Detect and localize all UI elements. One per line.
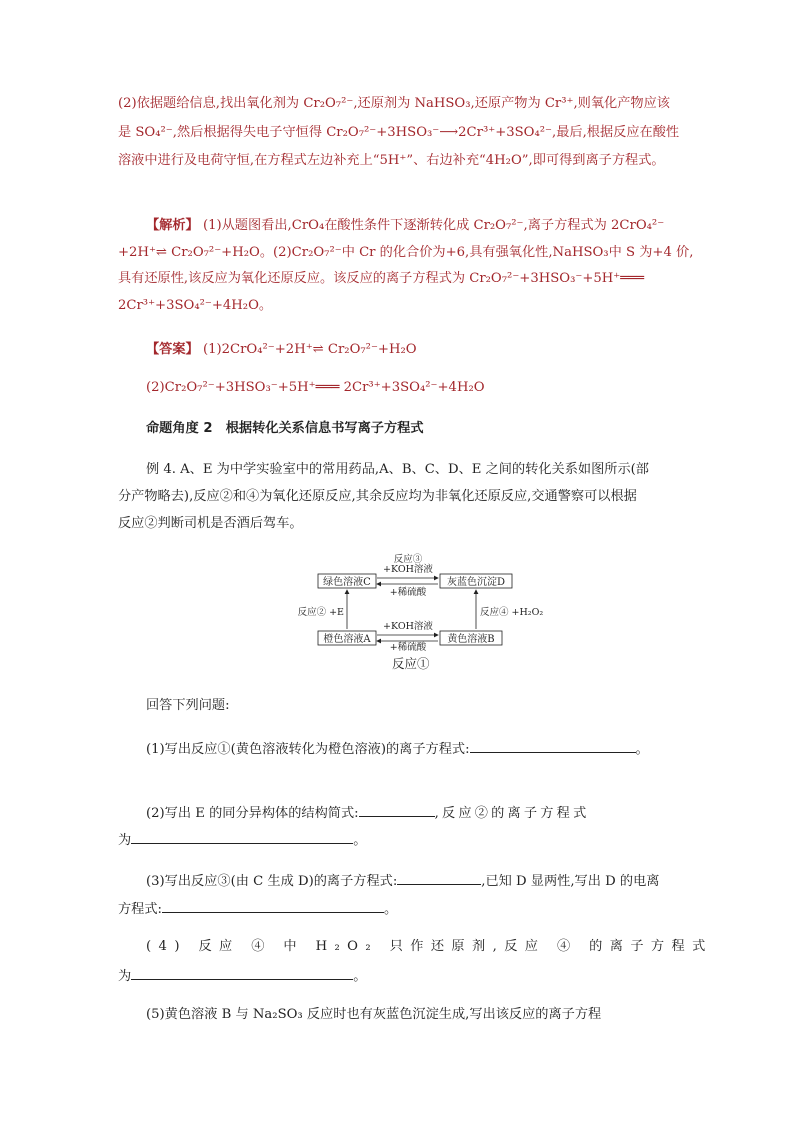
question-3-line-2 [118,899,688,918]
answer-blank-4[interactable] [131,966,353,980]
example-line-3: 反应②判断司机是否酒后驾车。 [118,516,303,531]
question-3-text-1: (3)写出反应③(由 C 生成 D)的离子方程式: [146,874,398,889]
jiexi-label: 【解析】 [146,218,199,233]
box-d-label: 灰蓝色沉淀D [446,577,506,588]
question-2-line-2-start: 为 [118,833,132,848]
example-line-1: 例 4. A、E 为中学实验室中的常用药品,A、B、C、D、E 之间的转化关系如图所示(部 [146,462,649,477]
question-2-text-2: ,反应②的离子方程式 [434,806,590,821]
daan-label: 【答案】 [146,342,199,357]
top-label-koh: +KOH溶液 [383,564,433,575]
answer-blank-2b[interactable] [131,830,353,844]
question-4-end: 。 [353,969,367,984]
question-4-line-1: (4) 反应 ④ 中 H₂O₂ 只作还原剂,反应 ④ 的离子方程式 [146,939,713,954]
bottom-label-reaction1: 反应① [392,656,430,671]
top-label-acid: +稀硫酸 [389,587,427,598]
question-2-line-2 [118,830,688,849]
daan-line-1 [146,342,688,358]
box-c-label: 绿色溶液C [323,577,371,588]
question-3-line-2-start: 方程式: [118,902,163,917]
daan-line-2: (2)Cr₂O₇²⁻+3HSO₃⁻+5H⁺═══ 2Cr³⁺+3SO₄²⁻+4H₂O [146,380,485,395]
box-b-label: 黄色溶液B [447,634,495,645]
jiexi-line-4: 2Cr³⁺+3SO₄²⁻+4H₂O。 [118,298,273,313]
question-1-end: 。 [635,742,649,757]
analysis-line-3: 溶液中进行及电荷守恒,在方程式左边补充上“5H⁺”、右边补充“4H₂O”,即可得到离子方程式。 [118,153,665,168]
jiexi-text-1: (1)从题图看出,CrO₄在酸性条件下逐渐转化成 Cr₂O₇²⁻,离子方程式为 2CrO₄²⁻ [198,218,665,233]
question-2-text-1: (2)写出 E 的同分异构体的结构简式: [146,806,359,821]
question-3-line-1 [146,871,688,890]
bottom-label-acid: +稀硫酸 [389,642,427,653]
question-4-line-2 [118,966,688,985]
bottom-label-koh: +KOH溶液 [383,621,433,632]
answer-blank-1[interactable] [470,739,636,753]
analysis-line-2: 是 SO₄²⁻,然后根据得失电子守恒得 Cr₂O₇²⁻+3HSO₃⁻⟶2Cr³⁺+3SO₄²⁻,最后,根据反应在酸性 [118,125,680,140]
jiexi-line-1 [146,218,688,234]
section-title: 命题角度 2 根据转化关系信息书写离子方程式 [146,421,424,436]
left-label: 反应② +E [297,607,344,618]
jiexi-line-2: +2H⁺⇌ Cr₂O₇²⁻+H₂O。(2)Cr₂O₇²⁻中 Cr 的化合价为+6,具有强氧化性,NaHSO₃中 S 为+4 价, [118,245,694,260]
question-2-line-1 [146,803,688,822]
question-2-end: 。 [353,833,367,848]
question-5-line-1: (5)黄色溶液 B 与 Na₂SO₃ 反应时也有灰蓝色沉淀生成,写出该反应的离子方程 [146,1007,602,1022]
daan-text-1: (1)2CrO₄²⁻+2H⁺⇌ Cr₂O₇²⁻+H₂O [198,342,417,357]
top-label-reaction3: 反应③ [393,554,423,565]
question-1 [146,739,688,758]
answer-blank-3a[interactable] [397,871,481,885]
question-3-end: 。 [384,902,398,917]
question-1-text: (1)写出反应①(黄色溶液转化为橙色溶液)的离子方程式: [146,742,470,757]
box-a-label: 橙色溶液A [323,634,371,645]
example-line-2: 分产物略去),反应②和④为氧化还原反应,其余反应均为非氧化还原反应,交通警察可以根据 [118,489,637,504]
conversion-diagram [297,551,544,653]
answer-blank-2a[interactable] [359,803,435,817]
jiexi-line-3: 具有还原性,该反应为氧化还原反应。该反应的离子方程式为 Cr₂O₇²⁻+3HSO₃⁻+5H⁺═══ [118,271,645,286]
questions-intro: 回答下列问题: [146,698,230,713]
question-3-text-2: ,已知 D 显两性,写出 D 的电离 [481,874,660,889]
question-4-line-2-start: 为 [118,969,132,984]
answer-blank-3b[interactable] [162,899,384,913]
right-label: 反应④ +H₂O₂ [480,607,544,618]
analysis-line-1: (2)依据题给信息,找出氧化剂为 Cr₂O₇²⁻,还原剂为 NaHSO₃,还原产物为 Cr³⁺,则氧化产物应该 [118,96,670,111]
